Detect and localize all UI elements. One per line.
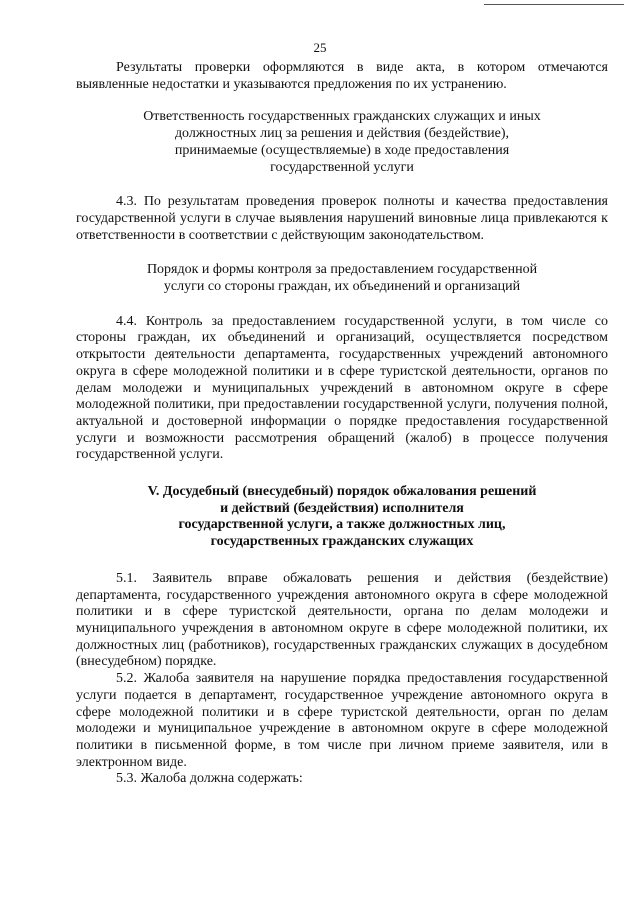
heading-line: государственной услуги	[270, 159, 414, 175]
heading-line: и действий (бездействия) исполнителя	[220, 500, 464, 516]
paragraph-5-1: 5.1. Заявитель вправе обжаловать решения и действия (бездействие) департамента, государственного учреждения автономного округа в сфере молодежной политики и в сфере туристской деятельности, органа по делам молодежи и муниципального учреждения в автономном округе в сфере молодежной политики, их должностных лиц (работников), государственных гражданских служащих в досудебном (внесудебном) порядке.	[76, 570, 608, 670]
paragraph-4-4: 4.4. Контроль за предоставлением государственной услуги, в том числе со стороны граждан, их объединений и организаций, осуществляется посредством открытости деятельности департамента, государственных учреждений автономного округа в сфере молодежной политики и в сфере туристской деятельности, органов по делам молодежи и муниципальных учреждений в автономном округе в сфере молодежной политики, при предоставлении государственной услуги, получения полной, актуальной и достоверной информации о порядке предоставления государственной услуги и возможности рассмотрения обращений (жалоб) в процессе получения государственной услуги.	[76, 313, 608, 463]
heading-line: Порядок и формы контроля за предоставлением государственной	[146, 262, 538, 278]
heading-line: принимаемые (осуществляемые) в ходе предоставления	[174, 142, 510, 158]
heading-responsibility	[76, 109, 608, 176]
paragraph-4-3: 4.3. По результатам проведения проверок полноты и качества предоставления государственной услуги в случае выявления нарушений виновные лица привлекаются к ответственности в соответствии с действующим законодательством.	[76, 194, 608, 243]
heading-line: Ответственность государственных гражданских служащих и иных	[143, 109, 541, 125]
heading-line: государственных гражданских служащих	[210, 534, 474, 550]
paragraph-5-2: 5.2. Жалоба заявителя на нарушение порядка предоставления государственной услуги подается в департамент, государственное учреждение автономного округа в сфере молодежной политики и в сфере туристской деятельности, орган по делам молодежи и муниципальное учреждение в автономном округе в сфере молодежной политики в письменной форме, в том числе при личном приеме заявителя, или в электронном виде.	[76, 671, 608, 770]
header-rule	[484, 4, 624, 5]
heading-control	[76, 262, 608, 295]
document-body	[76, 60, 608, 788]
heading-line: должностных лиц за решения и действия (бездействие),	[174, 126, 510, 142]
page-number: 25	[313, 40, 327, 55]
heading-line: V. Досудебный (внесудебный) порядок обжалования решений	[147, 484, 537, 500]
heading-line: государственной услуги, а также должностных лиц,	[178, 517, 506, 533]
paragraph-inspection-results: Результаты проверки оформляются в виде акта, в котором отмечаются выявленные недостатки и указываются предложения по их устранению.	[76, 60, 608, 92]
paragraph-5-3: 5.3. Жалоба должна содержать:	[116, 771, 303, 787]
heading-section-v	[76, 484, 608, 551]
heading-line: услуги со стороны граждан, их объединений и организаций	[163, 279, 521, 295]
